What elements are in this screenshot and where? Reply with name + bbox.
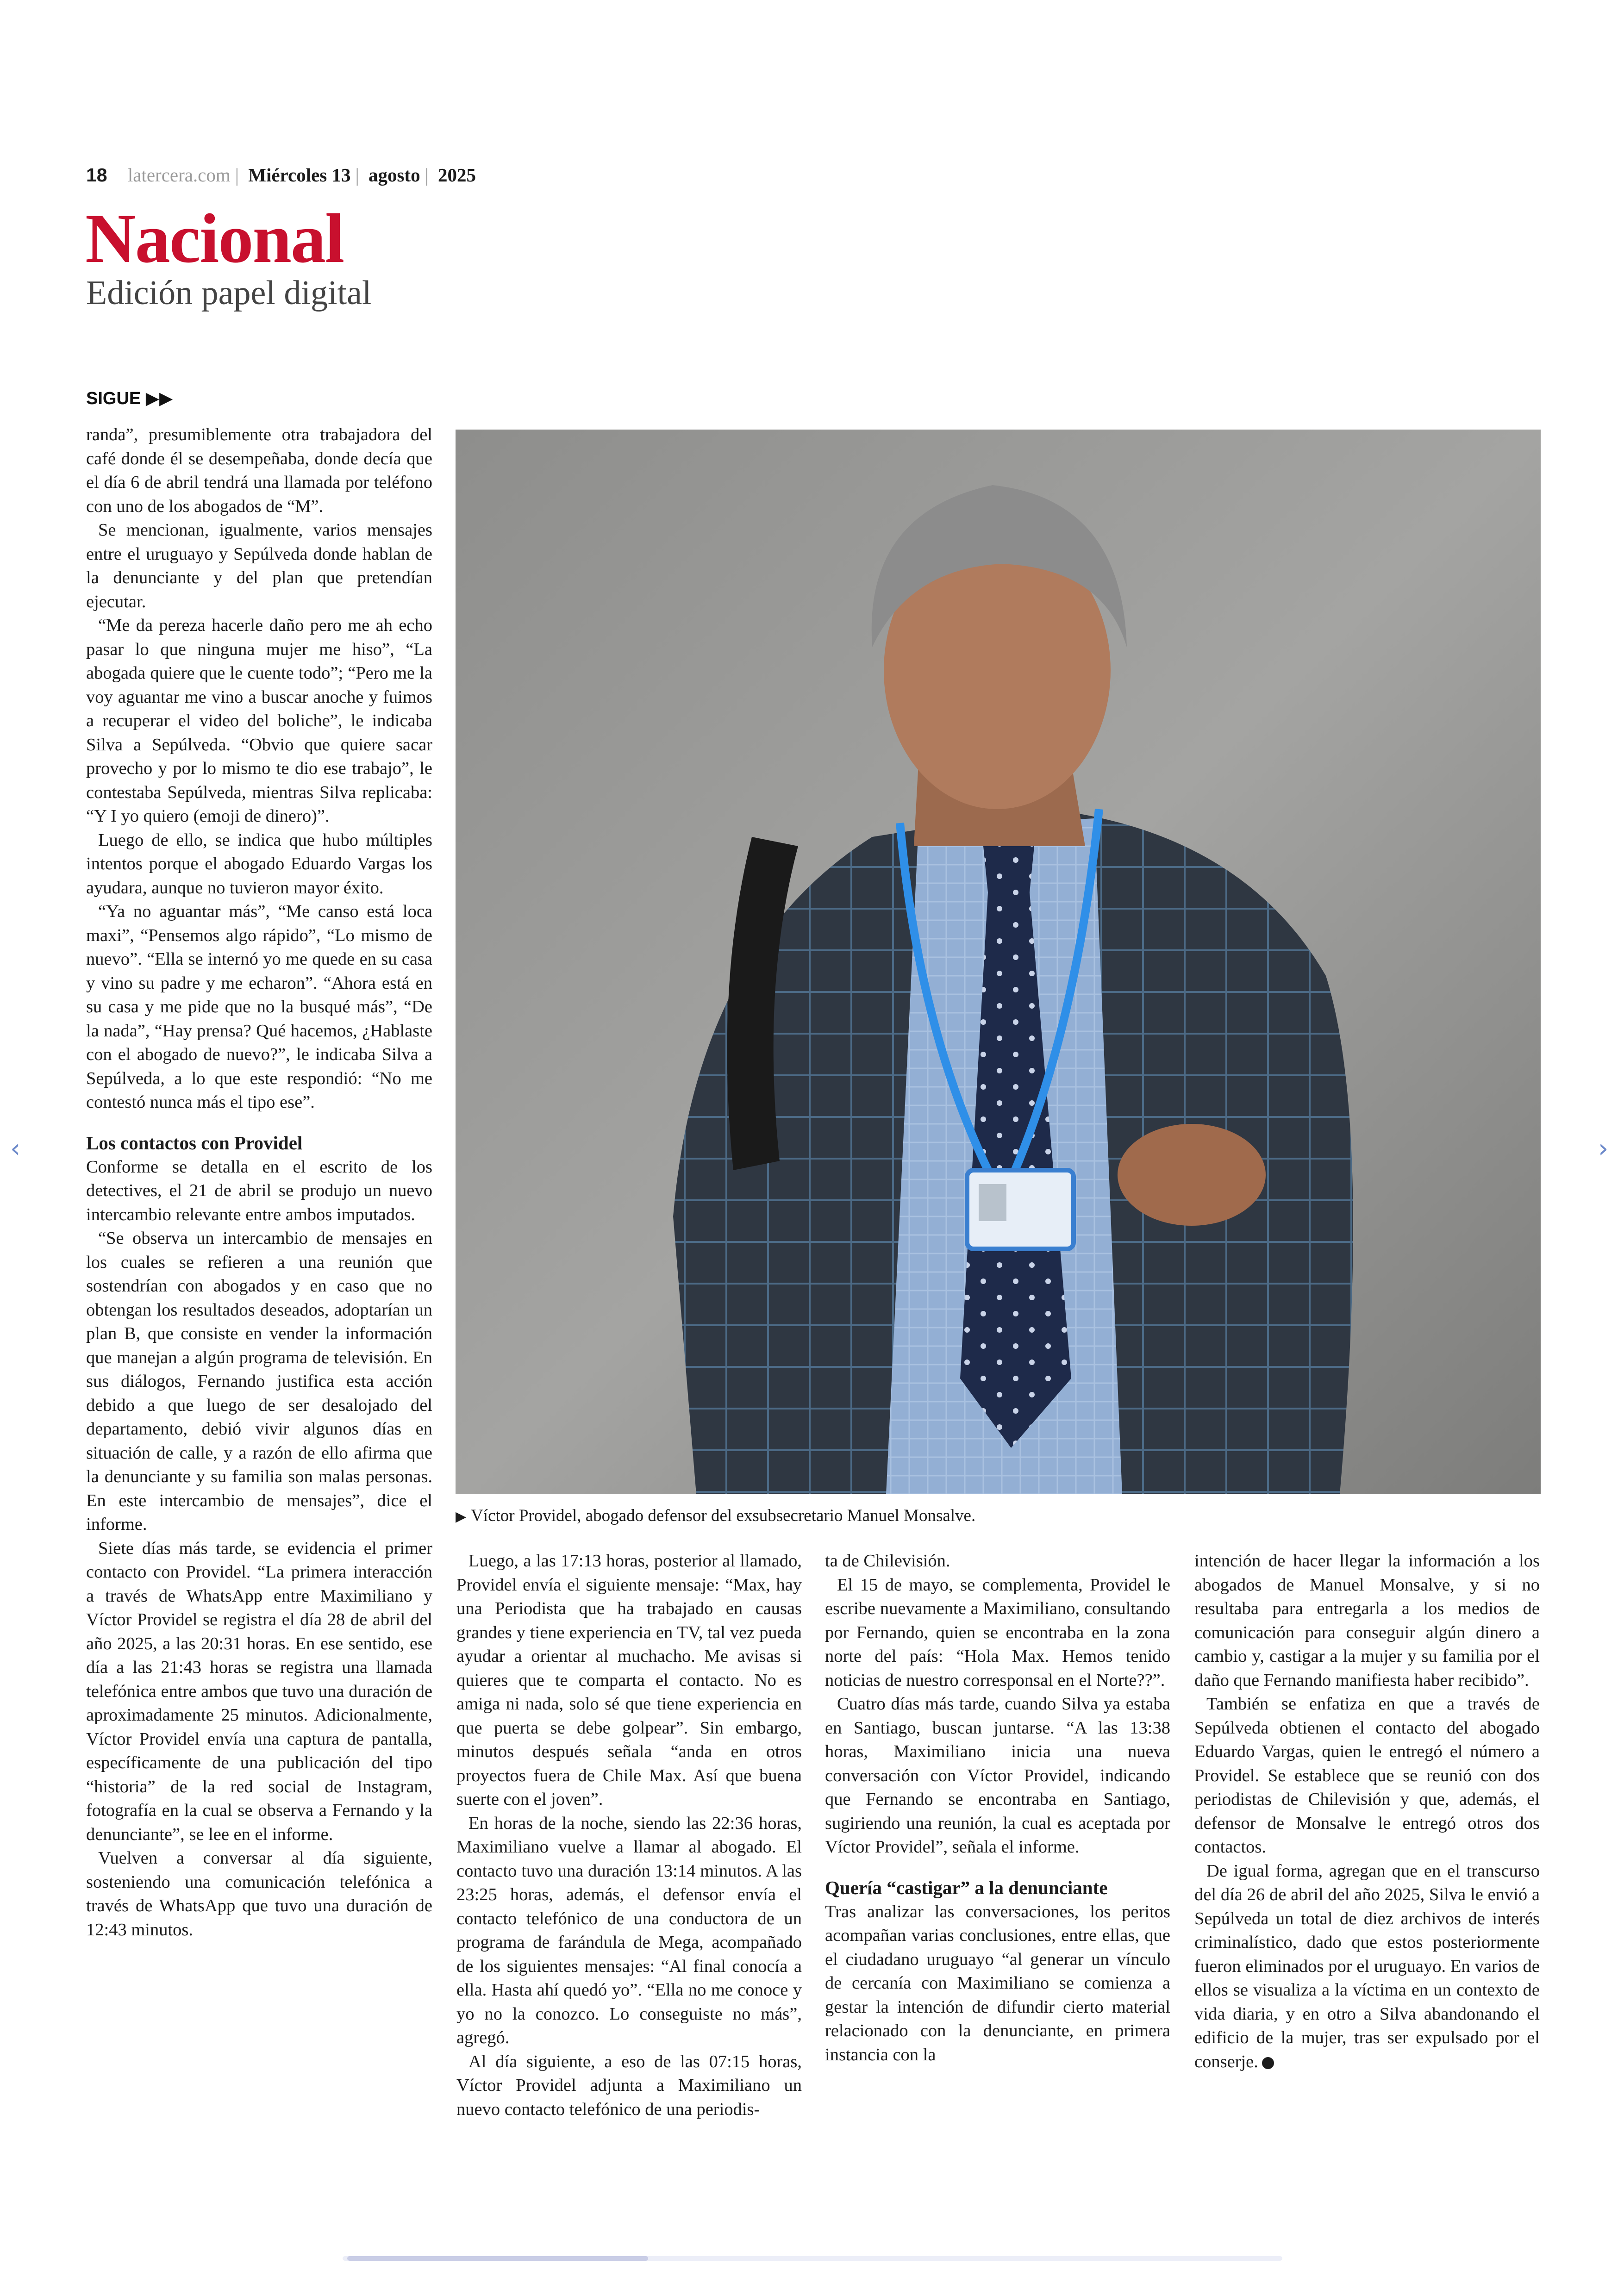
paragraph: intención de hacer llegar la información a los abogados de Manuel Monsalve, y si no resultaba para entregarla a los medios de comunicación para conseguir algún dinero a cambio y, castigar a la mujer y su familia por el daño que Fernando manifiesta haber recibido”. [1194,1551,1540,1690]
article-column-3 [825,1549,1170,2067]
subheading: Los contactos con Providel [86,1132,303,1154]
continued-label: SIGUE ▶▶ [86,389,173,408]
chevron-left-icon: ‹ [10,1134,21,1164]
paragraph: Se mencionan, igualmente, varios mensajes entre el uruguayo y Sepúlveda donde hablan de la denunciante y del plan que pretendían ejecutar. [86,520,432,611]
section-title: Nacional [85,200,344,277]
prev-page-button[interactable] [10,1135,20,1163]
paragraph: Cuatro días más tarde, cuando Silva ya estaba en Santiago, buscan juntarse. “A las 13:38 horas, Maximiliano inicia una nueva conversación con Víctor Providel, indicando que Fernando se encontraba en Santiago, sugiriendo una reunión, la cual es aceptada por Víctor Providel”, señala el informe. [825,1694,1170,1857]
site-name: latercera.com [127,164,231,186]
date-month: agosto [368,164,420,186]
paragraph: ta de Chilevisión. [825,1551,950,1571]
article-photo [456,430,1541,1494]
paragraph [1194,1859,1540,2074]
end-mark-icon [1262,2057,1274,2069]
article-column-1 [86,423,432,1942]
paragraph: Siete días más tarde, se evidencia el primer contacto con Providel. “La primera interacción a través de WhatsApp entre Maximiliano y Víctor Providel se registra el día 28 de abril del año 2025, a las 20:31 horas. En ese sentido, ese día a las 21:43 horas se registra una llamada telefónica entre ambos que tuvo una duración de aproximadamente 25 minutos. Adicionalmente, Víctor Providel envía una captura de pantalla, específicamente de una publicación del tipo “historia” de la red social de Instagram, fotografía en la cual se observa a Fernando y la denunciante”, se lee en el informe. [86,1538,432,1844]
paragraph: Al día siguiente, a eso de las 07:15 horas, Víctor Providel adjunta a Maximiliano un nuevo contacto telefónico de una periodis- [456,2052,802,2119]
date-year: 2025 [438,164,476,186]
paragraph: Conforme se detalla en el escrito de los detectives, el 21 de abril se produjo un nuevo intercambio relevante entre ambos imputados. [86,1157,432,1224]
paragraph: Vuelven a conversar al día siguiente, sosteniendo una comunicación telefónica a través de WhatsApp que tuvo una duración de 12:43 minutos. [86,1848,432,1940]
paragraph: randa”, presumiblemente otra trabajadora del café donde él se desempeñaba, donde decía que el día 6 de abril tendrá una llamada por teléfono con uno de los abogados de “M”. [86,425,432,516]
article-column-2 [456,1549,802,2121]
subheading: Quería “castigar” a la denunciante [825,1877,1108,1898]
paragraph: También se enfatiza en que a través de Sepúlveda obtienen el contacto del abogado Eduardo Vargas, quien le entregó el número a Providel. Se establece que se reunió con dos periodistas de Chilevisión y que, además, el defensor de Monsalve le entregó otros dos contactos. [1194,1694,1540,1857]
paragraph: Tras analizar las conversaciones, los peritos acompañan varias conclusiones, entre ellas, que el ciudadano uruguayo “al generar un vínculo de cercanía con Maximiliano se comienza a gestar la intención de difundir cierto material relacionado con la denunciante, en primera instancia con la [825,1902,1170,2064]
paragraph: En horas de la noche, siendo las 22:36 horas, Maximiliano vuelve a llamar al abogado. El contacto tuvo una duración 13:14 minutos. A las 23:25 horas, además, el defensor envía el contacto telefónico de una conductora de un programa de farándula de Mega, acompañado de los siguientes mensajes: “Al final conocía a ella. Hasta ahí quedó yo”. “Ella no me conoce y yo no la conozco. Lo conseguiste no más”, agregó. [456,1813,802,2047]
page-number: 18 [86,164,107,186]
paragraph: “Ya no aguantar más”, “Me canso está loca maxi”, “Pensemos algo rápido”, “Lo mismo de nuevo”. “Ella se internó yo me quede en su casa y vino su padre y me echaron”. “Ahora está en su casa y me pide que no la busqué más”, “De la nada”, “Hay prensa? Qué hacemos, ¿Hablaste con el abogado de nuevo?”, le indicaba Silva a Sepúlveda, a lo que este respondió: “No me contestó nunca más el tipo ese”. [86,902,432,1112]
paragraph: “Me da pereza hacerle daño pero me ah echo pasar lo que ninguna mujer me hiso”, “La abogada quiere que le cuente todo”; “Pero me la voy aguantar me vino a buscar anoche y fuimos a recuperar el video del boliche”, le indicaba Silva a Sepúlveda. “Obvio que quiere sacar provecho y por lo mismo te dio ese trabajo”, le contestaba Sepúlveda, mientras Silva replicaba: “Y I yo quiero (emoji de dinero)”. [86,616,432,826]
paragraph-text: De igual forma, agregan que en el transcurso del día 26 de abril del año 2025, Silva le envió a Sepúlveda un total de diez archivos de interés criminalístico, dado que estos posteriormente fueron eliminados por el uruguayo. En varios de ellos se visualiza a la víctima en un contexto de vida diaria, y en otro a Silva abandonando el edificio de la mujer, tras ser expulsado por el conserje. [1194,1861,1540,2071]
paragraph: “Se observa un intercambio de mensajes en los cuales se refieren a una reunión que sostendrían con abogados y en caso que no obtengan los resultados deseados, adoptarían un plan B, que consiste en vender la información que manejan a algún programa de televisión. En sus diálogos, Fernando justifica esta acción debido a que luego de ser desalojado del departamento, debió vivir algunos días en situación de calle, y a razón de ello afirma que la denunciante y su familia son malas personas. En este intercambio de mensajes”, dice el informe. [86,1229,432,1534]
chevron-right-icon: › [1598,1134,1609,1164]
paragraph: Luego, a las 17:13 horas, posterior al llamado, Providel envía el siguiente mensaje: “Max, hay una Periodista que ha trabajado en causas grandes y tiene experiencia en TV, tal vez pueda ayudar a orientar al muchacho. Me avisas si quieres que te comparta el contacto. No es amiga ni nada, solo sé que tiene experiencia en que puerta se debe golpear”. Sin embargo, minutos después señala “anda en otros proyectos fuera de Chile Max. Así que buena suerte con el joven”. [456,1551,802,1809]
triangle-right-icon: ▶ [456,1509,467,1524]
photo-caption [456,1504,1541,1528]
paragraph: El 15 de mayo, se complementa, Providel le escribe nuevamente a Maximiliano, consultando por Fernando, quien se encontraba en la zona norte del país: “Hola Max. Hemos tenido noticias de nuestro corresponsal en el Norte??”. [825,1575,1170,1690]
edition-subtitle: Edición papel digital [86,274,372,312]
page-scrollbar-thumb[interactable] [347,2256,648,2261]
page-header: 18 latercera.com | Miércoles 13 | agosto | 2025 [86,164,476,186]
date-weekday: Miércoles 13 [248,164,351,186]
caption-text: Víctor Providel, abogado defensor del exsubsecretario Manuel Monsalve. [471,1506,976,1525]
article-column-4 [1194,1549,1540,2074]
next-page-button[interactable] [1598,1135,1608,1163]
paragraph: Luego de ello, se indica que hubo múltiples intentos porque el abogado Eduardo Vargas los ayudara, aunque no tuvieron mayor éxito. [86,830,432,898]
